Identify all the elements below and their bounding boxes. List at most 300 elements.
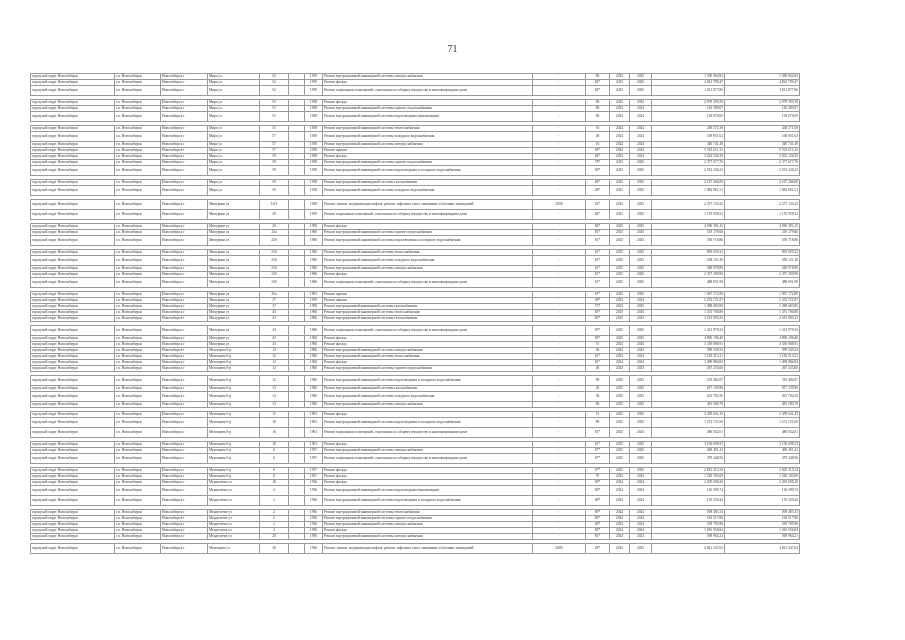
cost-cell: 2 825 313,34 [652,468,725,474]
plan-start-cell: 2024 [610,132,630,142]
street-cell: Мезенцева б-р [208,474,260,480]
municipality-cell: городской округ Новосибирск [31,454,115,464]
plan-end-cell: 2024 [630,348,652,354]
municipality-cell: городской округ Новосибирск [31,316,115,322]
plan-start-cell: 2025 [610,468,630,474]
plan-start-cell: 2024 [610,154,630,160]
plan-start-cell: 2025 [610,366,630,372]
cost-total-cell: 201 792,50 [725,392,800,402]
year-cell: 1958 [305,148,323,154]
lift-cell: - [533,126,586,132]
city-cell: Новосибирск г [161,266,208,272]
building-cell [289,236,305,246]
street-cell: Мичурина ул [208,256,260,266]
plan-end-cell: 2025 [630,342,652,348]
building-cell [289,186,305,196]
cost-total-cell: 469 491,41 [725,448,800,454]
table-row [31,428,800,438]
work-type-cell: Ремонт внутридомовой инженерной системы водоотведения и холодного водоснабжения [323,236,533,246]
wear-cell: 82* [586,200,610,210]
wear-cell: 69 [586,106,610,112]
year-cell: 1958 [305,154,323,160]
year-cell: 1956 [305,510,323,516]
cost-cell: 165 517,86 [652,516,725,522]
city-cell: Новосибирск г [161,428,208,438]
cost-total-cell: 548 978,80 [725,266,800,272]
municipality-cell: городской округ Новосибирск [31,310,115,316]
plan-start-cell: 2025 [610,392,630,402]
municipality-cell: городской округ Новосибирск [31,100,115,106]
street-cell: Мичурина ул [208,250,260,256]
building-cell [289,428,305,438]
work-type-cell: Ремонт фасада [323,442,533,448]
plan-start-cell: 2023 [610,160,630,166]
work-type-cell: Ремонт подвальных помещений, относящихся к общему имуществу в многоквартирном доме [323,278,533,288]
cost-total-cell: 2 825 313,34 [725,468,800,474]
cost-total-cell: 3 459 641,43 [725,412,800,418]
cost-cell: 139 670,69 [652,112,725,122]
cost-total-cell: 480 032,01 [725,428,800,438]
work-type-cell: Ремонт фасада [323,528,533,534]
street-cell: Менделеева ул [208,496,260,506]
house-cell: 53 [260,126,289,132]
lift-cell: - [533,106,586,112]
wear-cell: 15 [586,412,610,418]
wear-cell: 16 [586,142,610,148]
year-cell: 1956 [305,544,323,554]
street-cell: Мичурина ул [208,316,260,322]
house-cell: 6 [260,468,289,474]
cost-total-cell: 509 483,13 [725,510,800,516]
cost-total-cell: 2 377 677,76 [725,160,800,166]
settlement-cell: г.п. Новосибирск [115,272,161,278]
year-cell: 1960 [305,402,323,408]
plan-end-cell: 2025 [630,210,652,220]
building-cell [289,166,305,176]
year-cell: 1961 [305,442,323,448]
city-cell: Новосибирск г [161,474,208,480]
house-cell: 13 [260,402,289,408]
wear-cell: 84* [586,86,610,96]
plan-start-cell: 2023 [610,86,630,96]
table-row [31,544,800,554]
cost-total-cell: 438 571,58 [725,126,800,132]
wear-cell: 80* [586,510,610,516]
settlement-cell: г.п. Новосибирск [115,80,161,86]
cost-cell: 1 183 313,21 [652,354,725,360]
plan-start-cell: 2024 [610,496,630,506]
lift-cell: - [533,180,586,186]
settlement-cell: г.п. Новосибирск [115,354,161,360]
year-cell: 1960 [305,250,323,256]
plan-end-cell: 2025 [630,316,652,322]
cost-total-cell: 1 967 172,80 [725,292,800,298]
wear-cell: 81* [586,534,610,540]
work-type-cell: Ремонт внутридомовой инженерной системы газоснабжения [323,316,533,322]
table-row [31,418,800,428]
plan-start-cell: 2024 [610,516,630,522]
plan-end-cell: 2025 [630,186,652,196]
table-row [31,236,800,246]
house-cell: 23б [260,236,289,246]
cost-total-cell: 995 050,32 [725,250,800,256]
cost-cell: 340 741,49 [652,142,725,148]
lift-cell: - [533,100,586,106]
house-cell: 43 [260,316,289,322]
plan-end-cell: 2025 [630,418,652,428]
street-cell: Мира ул [208,142,260,148]
plan-end-cell: 2025 [630,428,652,438]
city-cell: Новосибирск г [161,142,208,148]
plan-start-cell: 2024 [610,142,630,148]
house-cell: 2 [260,522,289,528]
plan-start-cell: 2025 [610,376,630,386]
cost-total-cell: 1 520 183,60 [725,474,800,480]
cost-total-cell: 2 615 903,33 [725,316,800,322]
lift-cell: - [533,480,586,486]
plan-end-cell: 2025 [630,336,652,342]
plan-start-cell: 2023 [610,200,630,210]
year-cell: 1957 [305,474,323,480]
cost-cell: 519 482,87 [652,376,725,386]
lift-cell: - [533,354,586,360]
plan-end-cell: 2024 [630,496,652,506]
lift-cell: - [533,230,586,236]
cost-cell: 1 520 183,60 [652,474,725,480]
cost-cell: 1 016 556,84 [652,528,725,534]
table-row [31,200,800,210]
settlement-cell: г.п. Новосибирск [115,386,161,392]
year-cell: 1958 [305,112,323,122]
settlement-cell: г.п. Новосибирск [115,298,161,304]
cost-total-cell: 145 389,07 [725,106,800,112]
plan-end-cell: 2024 [630,354,652,360]
page-number: 71 [447,44,458,55]
city-cell: Новосибирск г [161,166,208,176]
work-type-cell: Ремонт подвальных помещений, относящихся к общему имуществу в многоквартирном доме [323,428,533,438]
city-cell: Новосибирск г [161,480,208,486]
lift-cell: 2000 [533,544,586,554]
cost-cell: 1 413 979,33 [652,326,725,336]
house-cell: 23а [260,230,289,236]
year-cell: 1960 [305,272,323,278]
municipality-cell: городской округ Новосибирск [31,480,115,486]
plan-start-cell: 2023 [610,80,630,86]
settlement-cell: г.п. Новосибирск [115,442,161,448]
wear-cell: 15 [586,342,610,348]
cost-cell: 3 459 641,43 [652,412,725,418]
street-cell: Менделеева ул [208,486,260,496]
house-cell: 26 [260,544,289,554]
plan-end-cell: 2025 [630,366,652,372]
cost-total-cell: 4 821 347,62 [725,544,800,554]
cost-cell: 995 050,32 [652,250,725,256]
wear-cell: 81* [586,230,610,236]
street-cell: Мира ул [208,166,260,176]
cost-cell: 548 978,80 [652,266,725,272]
year-cell: 1959 [305,304,323,310]
year-cell: 1956 [305,516,323,522]
lift-cell: 2058 [533,200,586,210]
municipality-cell: городской округ Новосибирск [31,386,115,392]
municipality-cell: городской округ Новосибирск [31,86,115,96]
wear-cell: 81* [586,278,610,288]
plan-start-cell: 2023 [610,304,630,310]
wear-cell: 60 [586,112,610,122]
cost-cell: 481 580,70 [652,402,725,408]
municipality-cell: городской округ Новосибирск [31,354,115,360]
plan-end-cell: 2024 [630,126,652,132]
house-cell: 23б [260,266,289,272]
plan-start-cell: 2024 [610,148,630,154]
plan-start-cell: 2025 [610,224,630,230]
wear-cell: 80* [586,486,610,496]
cost-total-cell: 481 580,70 [725,402,800,408]
plan-start-cell: 2025 [610,316,630,322]
street-cell: Мира ул [208,154,260,160]
year-cell: 1956 [305,480,323,486]
cost-total-cell: 488 051,90 [725,278,800,288]
street-cell: Мезенцева б-р [208,348,260,354]
lift-cell: - [533,336,586,342]
settlement-cell: г.п. Новосибирск [115,292,161,298]
lift-cell: - [533,454,586,464]
building-cell [289,326,305,336]
house-cell: 13 [260,392,289,402]
plan-end-cell: 2025 [630,544,652,554]
plan-end-cell: 2025 [630,200,652,210]
year-cell: 1959 [305,224,323,230]
street-cell: Мезенцева б-р [208,402,260,408]
municipality-cell: городской округ Новосибирск [31,534,115,540]
table-row [31,186,800,196]
table-row [31,496,800,506]
settlement-cell: г.п. Новосибирск [115,336,161,342]
city-cell: Новосибирск г [161,516,208,522]
street-cell: Мира ул [208,180,260,186]
cost-total-cell: 5 523 011,23 [725,148,800,154]
lift-cell: - [533,278,586,288]
municipality-cell: городской округ Новосибирск [31,126,115,132]
street-cell: Мира ул [208,126,260,132]
wear-cell: 89 [586,418,610,428]
lift-cell: - [533,112,586,122]
municipality-cell: городской округ Новосибирск [31,256,115,266]
building-cell [289,278,305,288]
settlement-cell: г.п. Новосибирск [115,142,161,148]
plan-end-cell: 2025 [630,304,652,310]
work-type-cell: Ремонт внутридомовой инженерной системы теплоснабжения [323,250,533,256]
municipality-cell: городской округ Новосибирск [31,342,115,348]
cost-total-cell: 1 390 064,84 [725,74,800,80]
house-cell: 43 [260,336,289,342]
work-type-cell: Ремонт внутридомовой инженерной системы электроснабжения [323,534,533,540]
year-cell: 1960 [305,278,323,288]
street-cell: Мичурина ул [208,292,260,298]
cost-cell: 1 390 064,84 [652,74,725,80]
city-cell: Новосибирск г [161,154,208,160]
year-cell: 1958 [305,180,323,186]
house-cell: 23б [260,278,289,288]
plan-start-cell: 2025 [610,278,630,288]
wear-cell: 84* [586,224,610,230]
house-cell: 53 [260,106,289,112]
year-cell: 1958 [305,132,323,142]
settlement-cell: г.п. Новосибирск [115,316,161,322]
street-cell: Мира ул [208,160,260,166]
house-cell: 12 [260,366,289,372]
lift-cell: - [533,534,586,540]
lift-cell: - [533,376,586,386]
plan-start-cell: 2024 [610,354,630,360]
wear-cell: 85* [586,310,610,316]
year-cell: 1957 [305,448,323,454]
street-cell: Менделеева ул [208,480,260,486]
city-cell: Новосибирск г [161,366,208,372]
lift-cell: - [533,304,586,310]
settlement-cell: г.п. Новосибирск [115,480,161,486]
city-cell: Новосибирск г [161,106,208,112]
city-cell: Новосибирск г [161,132,208,142]
cost-cell: 2 377 677,76 [652,160,725,166]
cost-total-cell: 165 517,86 [725,516,800,522]
plan-end-cell: 2025 [630,376,652,386]
plan-end-cell: 2025 [630,80,652,86]
street-cell: Мичурина ул [208,210,260,220]
plan-start-cell: 2025 [610,272,630,278]
work-type-cell: Ремонт внутридомовой инженерной системы теплоснабжения [323,354,533,360]
settlement-cell: г.п. Новосибирск [115,266,161,272]
municipality-cell: городской округ Новосибирск [31,474,115,480]
street-cell: Мира ул [208,86,260,96]
cost-cell: 1 967 172,80 [652,292,725,298]
year-cell: 1961 [305,418,323,428]
work-type-cell: Ремонт внутридомовой инженерной системы электроснабжения [323,402,533,408]
plan-start-cell: 2023 [610,166,630,176]
municipality-cell: городской округ Новосибирск [31,528,115,534]
municipality-cell: городской округ Новосибирск [31,186,115,196]
cost-total-cell: 1 170 958,52 [725,210,800,220]
lift-cell: - [533,474,586,480]
plan-end-cell: 2025 [630,74,652,80]
cost-cell: 1 499 884,84 [652,360,725,366]
plan-end-cell: 2024 [630,480,652,486]
cost-total-cell: 1 183 313,21 [725,354,800,360]
cost-cell: 2 357 399,90 [652,272,725,278]
street-cell: Менделеева ул [208,516,260,522]
settlement-cell: г.п. Новосибирск [115,522,161,528]
lift-cell: - [533,516,586,522]
wear-cell: 69* [586,166,610,176]
city-cell: Новосибирск г [161,360,208,366]
city-cell: Новосибирск г [161,210,208,220]
house-cell: 57 [260,142,289,148]
cost-total-cell: 1 016 556,84 [725,528,800,534]
settlement-cell: г.п. Новосибирск [115,74,161,80]
settlement-cell: г.п. Новосибирск [115,366,161,372]
lift-cell: - [533,160,586,166]
house-cell: 2 [260,516,289,522]
city-cell: Новосибирск г [161,200,208,210]
municipality-cell: городской округ Новосибирск [31,278,115,288]
cost-cell: 176 350,44 [652,496,725,506]
cost-total-cell: 176 350,44 [725,496,800,506]
house-cell: 59 [260,154,289,160]
house-cell: 53 [260,112,289,122]
settlement-cell: г.п. Новосибирск [115,468,161,474]
table-row [31,86,800,96]
settlement-cell: г.п. Новосибирск [115,342,161,348]
wear-cell: 87* [586,448,610,454]
plan-end-cell: 2025 [630,236,652,246]
settlement-cell: г.п. Новосибирск [115,544,161,554]
street-cell: Мичурина ул [208,304,260,310]
cost-total-cell: 2 295 698,20 [725,480,800,486]
cost-cell: 319 179,66 [652,230,725,236]
house-cell: 59 [260,166,289,176]
municipality-cell: городской округ Новосибирск [31,292,115,298]
settlement-cell: г.п. Новосибирск [115,236,161,246]
plan-start-cell: 2024 [610,348,630,354]
cost-total-cell: 1 351 700,80 [725,310,800,316]
lift-cell: - [533,402,586,408]
work-type-cell: Ремонт внутридомовой инженерной системы электроснабжения [323,448,533,454]
wear-cell: 84* [586,80,610,86]
lift-cell: - [533,342,586,348]
house-cell: 25а [260,292,289,298]
municipality-cell: городской округ Новосибирск [31,74,115,80]
city-cell: Новосибирск г [161,442,208,448]
wear-cell: 87* [586,468,610,474]
street-cell: Мира ул [208,186,260,196]
house-cell: 16 [260,428,289,438]
plan-start-cell: 2025 [610,402,630,408]
plan-end-cell: 2024 [630,142,652,148]
plan-start-cell: 2025 [610,412,630,418]
year-cell: 1961 [305,292,323,298]
year-cell: 1960 [305,256,323,266]
street-cell: Мезенцева б-р [208,354,260,360]
work-type-cell: Ремонт фасада [323,360,533,366]
year-cell: 1959 [305,74,323,80]
wear-cell: 78* [586,160,610,166]
municipality-cell: городской округ Новосибирск [31,392,115,402]
plan-start-cell: 2025 [610,256,630,266]
table-row [31,256,800,266]
plan-start-cell: 2024 [610,360,630,366]
cost-cell: 3 032 126,30 [652,154,725,160]
city-cell: Новосибирск г [161,86,208,96]
work-type-cell: Ремонт внутридомовой инженерной системы водоотведения и холодного водоснабжения [323,418,533,428]
work-type-cell: Ремонт фасада [323,412,533,418]
wear-cell: 84* [586,180,610,186]
settlement-cell: г.п. Новосибирск [115,496,161,506]
city-cell: Новосибирск г [161,376,208,386]
plan-end-cell: 2025 [630,250,652,256]
settlement-cell: г.п. Новосибирск [115,402,161,408]
house-cell: 20 [260,210,289,220]
work-type-cell: Ремонт фасада [323,468,533,474]
settlement-cell: г.п. Новосибирск [115,250,161,256]
cost-total-cell: 1 082 061,51 [725,186,800,196]
settlement-cell: г.п. Новосибирск [115,86,161,96]
year-cell: 1959 [305,86,323,96]
cost-total-cell: 4 823 799,47 [725,80,800,86]
municipality-cell: городской округ Новосибирск [31,304,115,310]
municipality-cell: городской округ Новосибирск [31,106,115,112]
work-type-cell: Ремонт фасада [323,272,533,278]
city-cell: Новосибирск г [161,180,208,186]
